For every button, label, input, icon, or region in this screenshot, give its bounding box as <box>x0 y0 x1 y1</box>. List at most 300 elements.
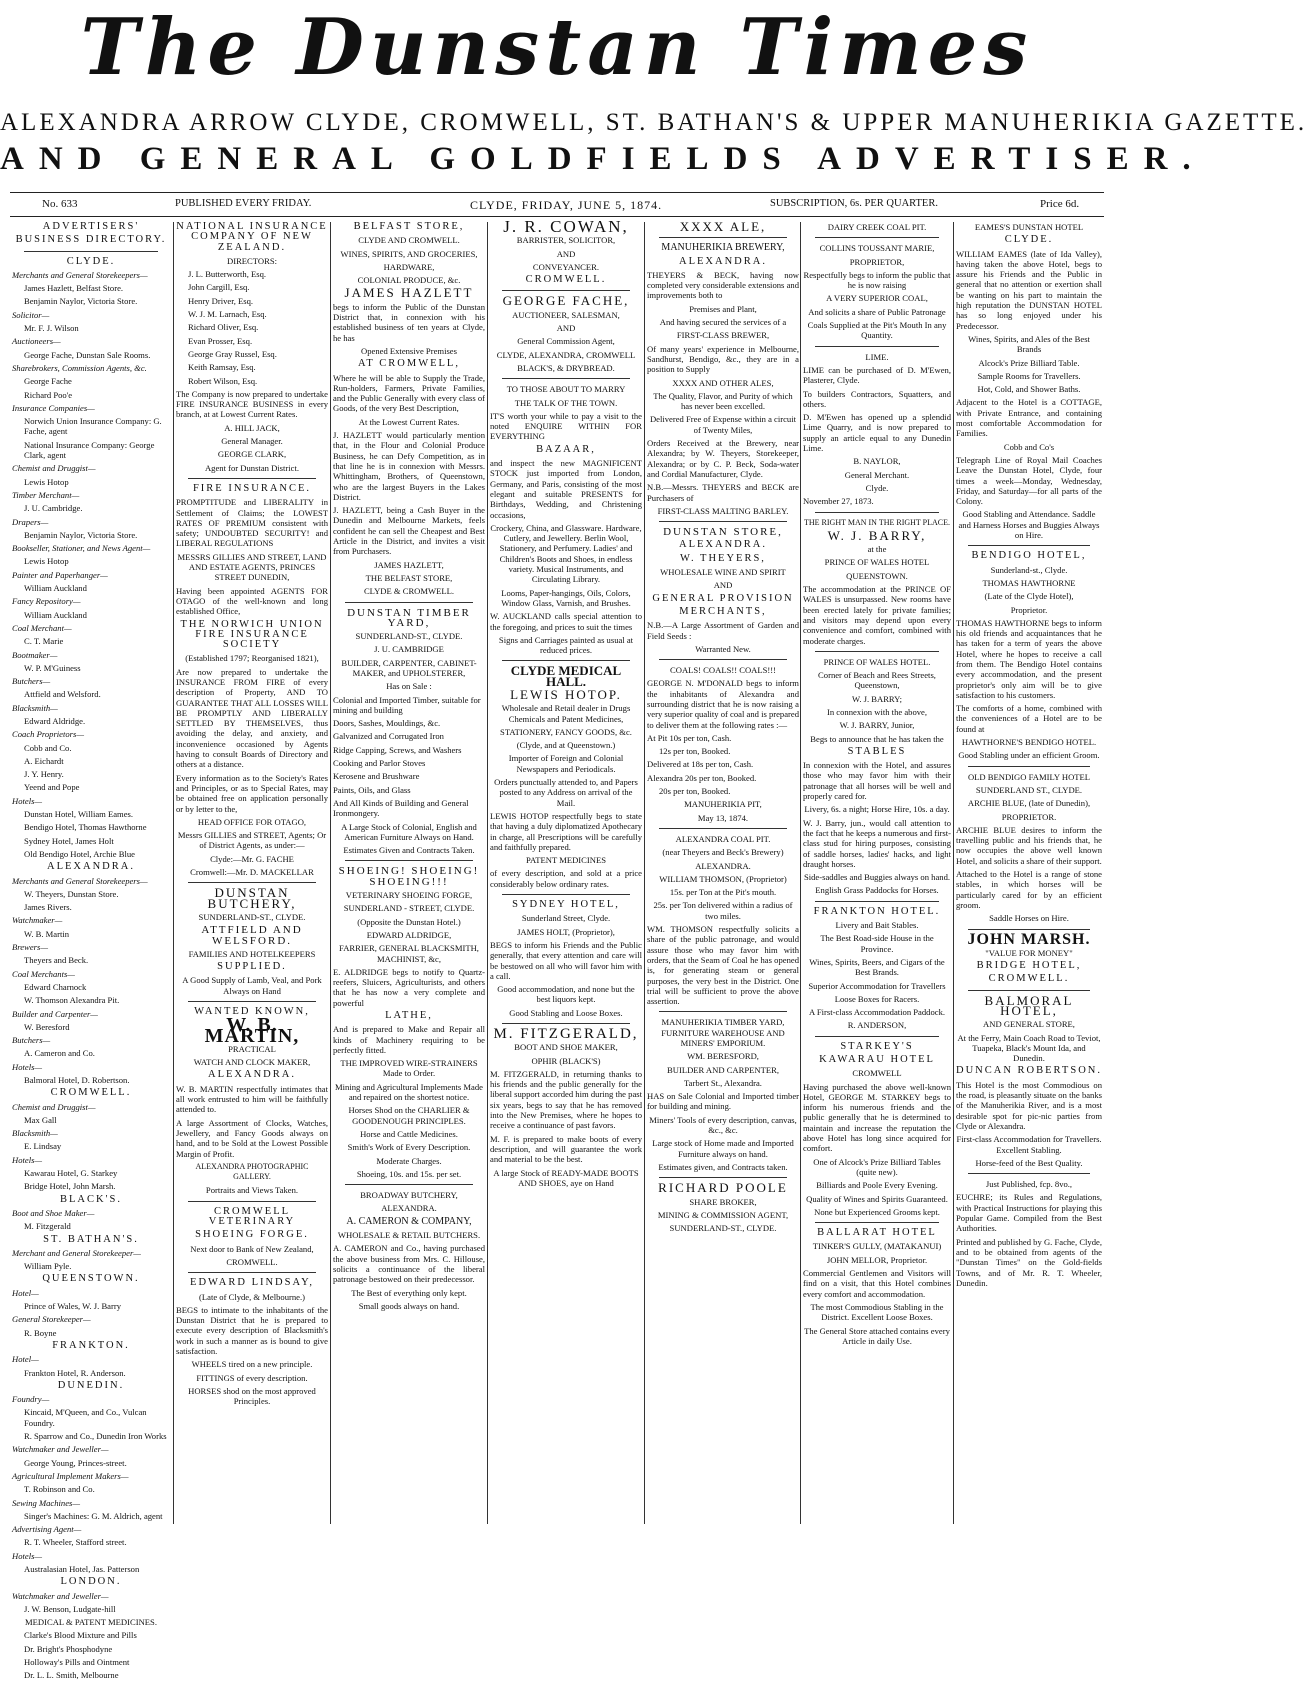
ad-text: Sunderland-st., Clyde. <box>990 564 1068 575</box>
ad-text: Side-saddles and Buggies always on hand. <box>803 872 951 883</box>
ad-text: Colonial and Imported Timber, suitable for mining and building <box>333 694 481 715</box>
director: Robert Wilson, Esq. <box>188 375 258 386</box>
entry: Benjamin Naylor, Victoria Store. <box>24 529 138 540</box>
category: Agricultural Implement Makers— <box>12 1470 129 1481</box>
ad-text: CROMWELL. <box>226 1256 278 1267</box>
ad-text: SHARE BROKER, <box>689 1196 757 1207</box>
rule <box>968 545 1090 546</box>
ad-text: The comforts of a home, combined with the conveniences of a Hotel are to be found at <box>956 703 1102 734</box>
ad-heading: SHOEING FORGE. <box>195 1229 309 1241</box>
town-heading: DUNEDIN. <box>57 1379 125 1391</box>
ad-subheading: STABLES <box>847 745 907 757</box>
entry: Cobb and Co. <box>24 742 72 753</box>
column-directory <box>12 221 170 1681</box>
ad-text: Looms, Paper-hangings, Oils, Colors, Window Glass, Varnish, and Brushes. <box>501 587 631 608</box>
ad-text: Saddle Horses on Hire. <box>989 913 1069 924</box>
town-heading: LONDON. <box>60 1576 122 1588</box>
ad-text: W. B. MARTIN respectfully intimates that all work entrusted to him will be faithfully attended to. <box>176 1083 328 1115</box>
masthead-subtitle-2: AND GENERAL GOLDFIELDS ADVERTISER. <box>0 141 1206 177</box>
ad-name: W. J. BARRY; <box>852 693 902 704</box>
ad-text: BEGS to intimate to the inhabitants of the Dunstan District that he is prepared to execute every description of Blacksmith's work in such a manner as is bound to give satisfaction. <box>176 1304 328 1357</box>
category: Sharebrokers, Commission Agents, &c. <box>12 362 147 373</box>
entry: Dr. Bright's Phosphodyne <box>24 1643 113 1654</box>
category: Bootmaker— <box>12 649 58 660</box>
ad-text: WM. THOMSON respectfully solicits a share of the public patronage, and would assure those who may favor him with orders, that the Seam of Coal he has opened is, for generating steam or general purposes, the very best in the District. One trial will be sufficient to prove the above assertion. <box>647 924 799 1007</box>
ad-text: Respectfully begs to inform the public that he is now raising <box>803 269 951 291</box>
ad-name: ATTFIELD AND WELSFORD. <box>201 924 303 947</box>
entry: National Insurance Company: George Clark, agent <box>24 439 155 461</box>
ad-name: THOMAS HAWTHORNE <box>982 577 1076 588</box>
ad-text: THE BELFAST STORE, <box>365 572 453 583</box>
entry: Old Bendigo Hotel, Archie Blue <box>24 848 135 859</box>
ad-subheading: A VERY SUPERIOR COAL, <box>826 293 928 304</box>
entry: W. P. M'Guiness <box>24 662 81 673</box>
town-heading: BLACK'S. <box>60 1193 122 1205</box>
category: Advertising Agent— <box>12 1524 82 1535</box>
ad-name: JAMES HAZLETT <box>344 285 474 301</box>
entry: Edward Aldridge. <box>24 715 86 726</box>
ad-heading: FRANKTON HOTEL. <box>813 905 941 917</box>
ad-text: Paints, Oils, and Glass <box>333 784 411 795</box>
issue-number: No. 633 <box>42 198 78 210</box>
entry: J. U. Cambridge. <box>24 503 83 514</box>
ad-text: J. HAZLETT would particularly mention that, in the Flour and Colonial Produce Business, he can Defy Competition, as in that line he is in connexion with Messrs. Whittingham, Brothers, of Queenstown, who are the largest Buyers in the Lakes District. <box>333 430 485 502</box>
ad-name: B. NAYLOR, <box>853 456 901 467</box>
ad-text: To builders Contractors, Squatters, and others. <box>803 388 951 409</box>
ad-text: Orders Received at the Brewery, near Alexandra; by W. Theyers, Storekeeper, Alexandra; or by C. P. Beck, Soda-water and Cordial Manufacturer, Clyde. <box>647 438 799 479</box>
rule <box>968 766 1090 767</box>
ad-text: of every description, and sold at a price considerably below ordinary rates. <box>490 868 642 889</box>
ad-text: At the Ferry, Main Coach Road to Teviot, Tuapeka, Black's Mount Ida, and Dunedin. <box>957 1032 1101 1064</box>
entry: Frankton Hotel, R. Anderson. <box>24 1367 126 1378</box>
ad-text: SUPPLIED. <box>217 961 287 973</box>
ad-text: CLYDE & CROMWELL. <box>363 586 455 597</box>
ad-heading: LIME. <box>865 351 889 362</box>
rule <box>188 1201 316 1202</box>
ad-subheading: PRINCE OF WALES HOTEL <box>824 557 930 568</box>
entry: Sydney Hotel, James Holt <box>24 835 114 846</box>
category: Solicitor— <box>12 309 50 320</box>
column-3 <box>333 222 485 1527</box>
ad-text: QUEENSTOWN. <box>846 570 908 581</box>
director: Keith Ramsay, Esq. <box>188 362 256 373</box>
rule <box>659 1177 787 1178</box>
ad-text: The Best of everything only kept. <box>351 1287 467 1298</box>
rule <box>815 1036 939 1037</box>
ad-subheading: MESSRS GILLIES AND STREET, LAND AND ESTATE AGENTS, PRINCES STREET DUNEDIN, <box>177 551 327 583</box>
ad-name: LEWIS HOTOP. <box>510 686 622 702</box>
rule <box>968 1173 1090 1174</box>
director: George Gray Russel, Esq. <box>188 348 277 359</box>
ad-text: FAMILIES AND HOTELKEEPERS <box>188 948 316 959</box>
ad-name: W. J. BARRY, <box>827 527 927 543</box>
ad-heading: THE TALK OF THE TOWN. <box>514 397 618 408</box>
ad-text: J. HAZLETT, being a Cash Buyer in the Dunedin and Melbourne Markets, feels confident he can sell the Cheapest and Best Article in the District, and invites a visit from Purchasers. <box>333 505 485 557</box>
ad-text: Warranted New. <box>695 643 751 654</box>
entry: A. Eichardt <box>24 755 64 766</box>
ad-name: J. U. CAMBRIDGE <box>374 644 444 655</box>
ad-text: Kerosene and Brushware <box>333 771 420 782</box>
entry: William Auckland <box>24 609 87 620</box>
ad-text: and inspect the new MAGNIFICENT STOCK just imported from London, Germany, and Paris, consisting of the most elegant and suitable PRESENTS for Birthdays, Wedding, and Christening occasions, <box>490 458 642 520</box>
ad-text: Hot, Cold, and Shower Baths. <box>977 384 1081 395</box>
town-heading: ST. BATHAN'S. <box>43 1233 139 1245</box>
ad-text: WHEELS tired on a new principle. <box>191 1359 313 1370</box>
town-heading: ALEXANDRA. <box>47 861 135 873</box>
ad-text: Telegraph Line of Royal Mail Coaches Leave the Dunstan Hotel, Clyde, four times a week—Monday, Wednesday, Friday, and Saturday—for all parts of the Colony. <box>956 454 1102 507</box>
ad-text: One of Alcock's Prize Billiard Tables (quite new). <box>813 1156 941 1177</box>
ad-heading: MANUHERIKIA TIMBER YARD, FURNITURE WAREHOUSE AND MINERS' EMPORIUM. <box>661 1017 785 1048</box>
ad-text: And solicits a share of Public Patronage <box>808 306 946 317</box>
ad-text: IT'S worth your while to pay a visit to the noted ENQUIRE WITHIN FOR EVERYTHING <box>490 410 642 442</box>
ad-text: And having secured the services of a <box>659 317 787 328</box>
rule <box>502 660 630 661</box>
ad-text: Every information as to the Society's Rates and Principles, or as to Special Rates, may be obtained free on application personally or by letter to the, <box>176 772 328 814</box>
rule <box>968 929 1090 930</box>
ad-name: COLLINS TOUSSANT MARIE, <box>819 243 935 254</box>
ad-text: Miners' Tools of every description, canvas, &c., &c. <box>649 1114 797 1136</box>
category: Watchmaker and Jeweller— <box>12 1590 109 1601</box>
ad-text: WHOLESALE WINE AND SPIRIT <box>660 567 786 578</box>
ad-text: In connexion with the above, <box>827 706 927 717</box>
ad-heading: BROADWAY BUTCHERY, <box>360 1190 458 1201</box>
entry: Singer's Machines: G. M. Aldrich, agent <box>24 1510 163 1521</box>
category: Fancy Repository— <box>12 596 81 607</box>
ad-text: (Late of the Clyde Hotel), <box>984 591 1074 602</box>
rule <box>188 882 316 883</box>
ad-text: November 27, 1873. <box>803 496 874 507</box>
ad-text: SUNDERLAND-ST., CLYDE. <box>669 1223 777 1234</box>
ad-text: Sample Rooms for Travellers. <box>977 370 1081 381</box>
ad-text: Adjacent to the Hotel is a COTTAGE, with Private Entrance, and containing most comfortable Accommodation for Families. <box>956 397 1102 439</box>
entry: M. Fitzgerald <box>24 1221 71 1232</box>
ad-heading: CROMWELL VETERINARY <box>208 1205 296 1228</box>
ad-heading: KAWARAU HOTEL <box>819 1054 935 1065</box>
ad-text: (near Theyers and Beck's Brewery) <box>662 847 784 858</box>
entry: Kincaid, M'Queen, and Co., Vulcan Foundry. <box>24 1407 147 1428</box>
town-heading: FRANKTON. <box>52 1339 130 1351</box>
ad-heading: ALEXANDRA COAL PIT. <box>675 833 771 844</box>
ad-text: A large Stock of READY-MADE BOOTS AND SHOES, aye on Hand <box>493 1167 639 1188</box>
rule <box>815 1222 939 1223</box>
entry: James Rivers. <box>24 902 72 913</box>
ad-name: DUNCAN ROBERTSON. <box>956 1065 1102 1077</box>
ad-text: BUILDER, CARPENTER, CABINET-MAKER, and UPHOLSTERER, <box>341 657 477 678</box>
ad-subheading: CLYDE. <box>1004 234 1054 246</box>
ad-text: D. M'Ewen has opened up a splendid Lime Quarry, and is now prepared to supply an article equal to any Dunedin Lime. <box>803 412 951 454</box>
ad-text: Messrs GILLIES and STREET, Agents; Or of District Agents, as under:— <box>177 830 327 851</box>
ad-text: Horses Shod on the CHARLIER & GOODENOUGH PRINCIPLES. <box>348 1105 470 1126</box>
ad-text: 25s. per Ton delivered within a radius of two miles. <box>653 900 793 921</box>
ad-text: Good Stabling and Loose Boxes. <box>509 1007 623 1018</box>
ad-text: GEORGE N. M'DONALD begs to inform the inhabitants of Alexandra and surrounding district that he is now raising a very superior quality of coal and is prepared to deliver them at the following rates :— <box>647 678 800 730</box>
ad-text: Cobb and Co's <box>1003 441 1055 452</box>
ad-text: ALEXANDRA PHOTOGRAPHIC GALLERY. <box>195 1161 309 1182</box>
ad-heading: DUNSTAN BUTCHERY, <box>207 885 297 911</box>
ad-text: Delivered Free of Expense within a circuit of Twenty Miles, <box>649 414 797 435</box>
ad-text: N.B.—A Large Assortment of Garden and Field Seeds : <box>647 620 799 641</box>
ad-text: MINING & COMMISSION AGENT, <box>657 1209 789 1220</box>
rule <box>815 346 939 347</box>
ad-text: General Commission Agent, <box>517 336 615 347</box>
ad-text: Alcock's Prize Billiard Table. <box>978 357 1080 368</box>
ad-subheading: CROMWELL. <box>525 274 607 286</box>
category: Painter and Paperhanger— <box>12 569 108 580</box>
ad-text: SUNDERLAND - STREET, CLYDE. <box>343 903 475 914</box>
ad-text: Estimates Given and Contracts Taken. <box>343 845 475 856</box>
ad-text: COLONIAL PRODUCE, &c. <box>357 275 461 286</box>
entry: Lewis Hotop <box>24 556 69 567</box>
entry: George Fache, Dunstan Sale Rooms. <box>24 349 151 360</box>
ad-subheading: AT CROMWELL, <box>358 358 460 370</box>
ad-text: Portraits and Views Taken. <box>205 1185 299 1196</box>
entry: Holloway's Pills and Ointment <box>24 1657 130 1668</box>
ad-name: M. FITZGERALD, <box>493 1026 639 1042</box>
ad-text: BEGS to inform his Friends and the Public generally, that every attention and care will be bestowed on all who will favor him with a call. <box>490 939 642 981</box>
ad-text: Are now prepared to undertake the INSURANCE FROM FIRE of every description of Property, AND TO GUARANTEE THAT ALL LOSSES WILL BE PROMPTLY AND LIBERALLY SETTLED BY THEMSELVES, thus avoiding the delay, and anxiety, and inconvenience occasioned by Agents having to consult Boards of Directory and others at a distance. <box>176 666 328 770</box>
ad-text: FARRIER, GENERAL BLACKSMITH, MACHINIST, &c, <box>339 943 479 964</box>
ad-name: WILLIAM THOMSON, (Proprietor) <box>659 873 787 884</box>
issue-date: CLYDE, FRIDAY, JUNE 5, 1874. <box>470 198 663 212</box>
ad-heading: PRINCE OF WALES HOTEL. <box>823 656 931 667</box>
heading: BUSINESS DIRECTORY. <box>15 234 167 246</box>
ad-text: Orders punctually attended to, and Papers posted to any Address on arrival of the Mail. <box>494 777 638 808</box>
entry: William Auckland <box>24 583 87 594</box>
category: General Storekeeper— <box>12 1314 91 1325</box>
ad-heading: NATIONAL INSURANCE COMPANY OF NEW ZEALAND. <box>176 221 328 253</box>
ad-subheading: AND GENERAL STORE, <box>983 1019 1075 1030</box>
entry: Bendigo Hotel, Thomas Hawthorne <box>24 822 147 833</box>
ad-heading: DAIRY CREEK COAL PIT. <box>827 222 927 232</box>
ad-text: The Company is now prepared to undertake FIRE INSURANCE BUSINESS in every branch, at at Lowest Current Rates. <box>176 388 328 420</box>
entry: C. T. Marie <box>24 636 64 647</box>
ad-text: GENERAL PROVISION <box>652 592 794 604</box>
ad-text: A Large Stock of Colonial, English and American Furniture Always on Hand. <box>341 821 477 842</box>
ad-text: Signs and Carriages painted as usual at reduced prices. <box>498 634 634 656</box>
ad-text: at the <box>867 544 887 555</box>
ad-text: Doors, Sashes, Mouldings, &c. <box>333 718 441 729</box>
ad-text: Horse-feed of the Best Quality. <box>975 1157 1083 1168</box>
category: Butchers— <box>12 676 51 687</box>
category: Drapers— <box>12 516 49 527</box>
ad-text: PROMPTITUDE and LIBERALITY in Settlement of Claims; the LOWEST RATES OF PREMIUM consistent with safety; UNDOUBTED SECURITY! and LIBERAL REGULATIONS <box>176 497 328 549</box>
ad-name: JOHN MARSH. <box>967 930 1091 948</box>
ad-text: Cooking and Parlor Stoves <box>333 758 426 769</box>
entry: Yeend and Pope <box>24 782 80 793</box>
ad-text: Superior Accommodation for Travellers <box>808 980 946 991</box>
rule <box>345 860 473 861</box>
entry: Balmoral Hotel, D. Robertson. <box>24 1075 130 1085</box>
category: Blacksmith— <box>12 1128 58 1139</box>
entry: W. Theyers, Dunstan Store. <box>24 888 119 899</box>
ad-text: This Hotel is the most Commodious on the road, is pleasantly situate on the banks of the Manuherikia River, and is a most desirable spot for pic-nic parties from Clyde or Alexandra. <box>956 1079 1102 1131</box>
columns <box>10 217 1104 1681</box>
category: Merchants and General Storekeepers— <box>12 269 148 280</box>
entry: Mr. F. J. Wilson <box>24 323 79 334</box>
ad-text: Importer of Foreign and Colonial Newspapers and Periodicals. <box>508 753 624 774</box>
ad-heading: BENDIGO HOTEL, <box>971 550 1087 562</box>
ad-text: And All Kinds of Building and General Ironmongery. <box>333 797 469 819</box>
category: Builder and Carpenter— <box>12 1008 98 1019</box>
ad-text: In connexion with the Hotel, and assures those who may favor him with their patronage that all horses will be well and properly cared for. <box>803 760 951 802</box>
rule <box>968 990 1090 991</box>
ad-text: Shoeing, 10s. and 15s. per set. <box>356 1168 462 1179</box>
category: Blacksmith— <box>12 702 58 713</box>
ad-text: Wines, Spirits, and Ales of the Best Brands <box>968 333 1090 355</box>
ad-text: PROPRIETOR. <box>1001 811 1057 822</box>
entry: Norwich Union Insurance Company: G. Fache, agent <box>24 416 162 437</box>
ad-text: Livery, 6s. a night; Horse Hire, 10s. a day. <box>804 804 950 815</box>
ad-text: W. AUCKLAND calls special attention to the foregoing, and prices to suit the times <box>490 611 642 632</box>
ad-text: Smith's Work of Every Description. <box>347 1142 471 1153</box>
category: Merchants and General Storekeepers— <box>12 875 148 886</box>
ad-text: Moderate Charges. <box>376 1155 442 1166</box>
category: Watchmaker and Jeweller— <box>12 1444 109 1455</box>
town-heading: CROMWELL. <box>50 1087 132 1099</box>
ad-text: Premises and Plant, <box>689 303 757 314</box>
ad-text: Mining and Agricultural Implements Made and repaired on the shortest notice. <box>335 1081 483 1103</box>
masthead-rule <box>10 192 1104 193</box>
ad-heading: BALMORAL HOTEL, <box>984 992 1074 1018</box>
entry: Benjamin Naylor, Victoria Store. <box>24 296 138 307</box>
ad-text: BARRISTER, SOLICITOR, <box>516 235 616 246</box>
category: Hotels— <box>12 1061 43 1072</box>
ad-heading: SHOEING! SHOEING! SHOEING!!! <box>338 865 480 888</box>
rule <box>502 378 630 379</box>
ad-heading: BALLARAT HOTEL <box>817 1227 937 1239</box>
ad-text: E. ALDRIDGE begs to notify to Quartz-reefers, Sluicers, Agriculturists, and others that he has now a very complete and powerful <box>333 966 485 1008</box>
rate-line: 12s per ton, Booked. <box>659 746 731 757</box>
ad-text: Corner of Beach and Rees Streets, Queenstown, <box>818 670 936 691</box>
ad-subheading: LATHE, <box>385 1010 433 1021</box>
ad-text: Printed and published by G. Fache, Clyde, and to be obtained from agents of the "Dunstan Times" on the Gold-fields Towns, and of Mr. R. T. Wheeler, Dunedin. <box>956 1236 1102 1288</box>
ad-text: None but Experienced Grooms kept. <box>814 1206 940 1217</box>
ad-heading: DUNSTAN STORE, <box>663 526 783 539</box>
ad-text: CLYDE, ALEXANDRA, CROMWELL <box>496 349 636 360</box>
director: Richard Oliver, Esq. <box>188 322 259 333</box>
entry: E. Lindsay <box>24 1141 62 1152</box>
ad-name: EDWARD LINDSAY, <box>190 1277 314 1289</box>
ad-text: THE IMPROVED WIRE-STRAINERS Made to Order. <box>340 1058 478 1079</box>
ad-text: CONVEYANCER. <box>532 261 600 272</box>
ad-subheading: FIRST-CLASS BREWER, <box>676 330 770 341</box>
category: Coal Merchant— <box>12 622 72 633</box>
entry: Bridge Hotel, John Marsh. <box>24 1181 116 1192</box>
entry: J. Y. Henry. <box>24 769 64 780</box>
subscription-note: SUBSCRIPTION, 6s. PER QUARTER. <box>770 198 938 209</box>
category: Hotels— <box>12 1550 43 1561</box>
ad-text: Large stock of Home made and Imported Furniture always on hand. <box>652 1138 794 1159</box>
category: Merchant and General Storekeeper— <box>12 1247 141 1258</box>
entry: Attfield and Welsford. <box>24 689 101 700</box>
ad-subheading: ALEXANDRA. <box>679 539 767 551</box>
price: Price 6d. <box>1040 198 1080 210</box>
rule <box>188 1272 316 1273</box>
column-5 <box>647 219 800 1527</box>
ad-text: Estimates given, and Contracts taken. <box>658 1161 788 1172</box>
ad-text: Sunderland Street, Clyde. <box>521 913 611 924</box>
rule <box>815 901 939 902</box>
director: W. J. M. Larnach, Esq. <box>188 309 267 320</box>
ad-heading: THE RIGHT MAN IN THE RIGHT PLACE. <box>804 517 950 527</box>
masthead <box>0 0 1307 200</box>
category: Hotel— <box>12 1354 39 1365</box>
ad-text: First-class Accommodation for Travellers. Excellent Stabling. <box>956 1134 1102 1155</box>
ad-text: The Best Road-side House in the Province. <box>820 933 934 954</box>
category: Foundry— <box>12 1394 50 1405</box>
ad-text: A large Assortment of Clocks, Watches, Jewellery, and Fancy Goods always on hand, and to be Sold at the Lowest Possible Margin of Profit. <box>176 1117 328 1159</box>
ad-heading: STARKEY'S <box>840 1040 914 1052</box>
ad-text: The General Store attached contains every Article in daily Use. <box>804 1325 950 1346</box>
ad-heading: FIRE INSURANCE. <box>192 482 312 494</box>
ad-text: Ridge Capping, Screws, and Washers <box>333 744 462 755</box>
director: Evan Prosser, Esq. <box>188 335 253 346</box>
ad-heading: COALS! COALS!! COALS!!! <box>670 665 776 676</box>
category: Coach Proprietors— <box>12 729 85 740</box>
column-4 <box>490 217 642 1527</box>
director: John Cargill, Esq. <box>188 282 250 293</box>
ad-text: WINES, SPIRITS, AND GROCERIES, <box>340 248 478 259</box>
entry: George Fache <box>24 376 72 387</box>
ad-text: AUCTIONEER, SALESMAN, <box>512 309 620 320</box>
rule <box>815 512 939 513</box>
ad-heading: CLYDE MEDICAL HALL. <box>510 663 622 689</box>
ad-text: (Established 1797; Reorganised 1821), <box>185 653 319 664</box>
rate-line: At Pit 10s per ton, Cash. <box>647 732 732 743</box>
ad-text: CROMWELL <box>852 1068 902 1079</box>
ad-text: Of many years' experience in Melbourne, Sandhurst, Bendigo, &c., they are in a position to Supply <box>647 343 799 375</box>
ad-name: A. HILL JACK, <box>224 422 280 433</box>
column-2 <box>176 222 328 1527</box>
ad-heading: BELFAST STORE, <box>353 221 465 232</box>
ad-heading: OLD BENDIGO FAMILY HOTEL <box>967 771 1091 782</box>
ad-text: Opened Extensive Premises <box>361 345 457 356</box>
ad-text: May 13, 1874. <box>697 812 749 823</box>
ad-name: GEORGE FACHE, <box>502 293 630 309</box>
category: Bookseller, Stationer, and News Agent— <box>12 543 151 554</box>
rate-line: Alexandra 20s per ton, Booked. <box>647 772 757 783</box>
ad-text: The most Commodious Stabling in the District. Excellent Loose Boxes. <box>810 1301 944 1323</box>
rule <box>659 237 787 238</box>
ad-text: Has on Sale : <box>386 681 432 692</box>
ad-text: Clyde. <box>865 482 889 493</box>
ad-heading: THE NORWICH UNION FIRE INSURANCE SOCIETY <box>180 618 324 651</box>
ad-text: MANUHERIKIA PIT, <box>684 799 762 810</box>
ad-text: M. FITZGERALD, in returning thanks to his friends and the public generally for the liberal support accorded him during the past six years, begs to say that he has removed into the New Premises, where he hopes to receive a continuance of past favors. <box>490 1068 642 1131</box>
entry: Richard Poo'e <box>24 389 73 400</box>
category: Hotels— <box>12 795 43 806</box>
ad-text: HORSES shod on the most approved Principles. <box>188 1385 316 1407</box>
rule <box>659 521 787 522</box>
ad-text: ALEXANDRA. <box>208 1069 296 1081</box>
ad-text: Having been appointed AGENTS FOR OTAGO of the well-known and long established Office, <box>176 585 328 617</box>
ad-text: M. F. is prepared to make boots of every description, and will guarantee the work and material to be the best. <box>490 1133 642 1165</box>
ad-text: BUILDER AND CARPENTER, <box>667 1064 779 1075</box>
ad-text: Wines, Spirits, Beers, and Cigars of the Best Brands. <box>809 956 945 978</box>
entry: George Young, Princes-street. <box>24 1457 127 1468</box>
entry: Edward Charnock <box>24 981 87 992</box>
rate-line: 20s per ton, Booked. <box>659 786 731 797</box>
ad-name: R. ANDERSON, <box>847 1020 907 1031</box>
ad-text: Clyde:—Mr. G. FACHE <box>210 853 294 864</box>
ad-text: Attached to the Hotel is a range of stone stables, in which horses will be particularly cared for by an efficient groom. <box>956 869 1102 910</box>
ad-text: Horse and Cattle Medicines. <box>360 1128 458 1139</box>
ad-text: W. J. Barry, jun., would call attention to the fact that he keeps a numerous and first-class stud for hiring purposes, consisting of saddle horses, ladies' hacks, and light draught horses. <box>803 817 951 869</box>
ad-heading: SYDNEY HOTEL, <box>512 899 620 911</box>
ad-heading: XXXX ALE, <box>679 219 767 234</box>
ad-text: Good accommodation, and none but the best liquors kept. <box>497 984 635 1005</box>
ad-text: General Merchant. <box>844 469 910 480</box>
